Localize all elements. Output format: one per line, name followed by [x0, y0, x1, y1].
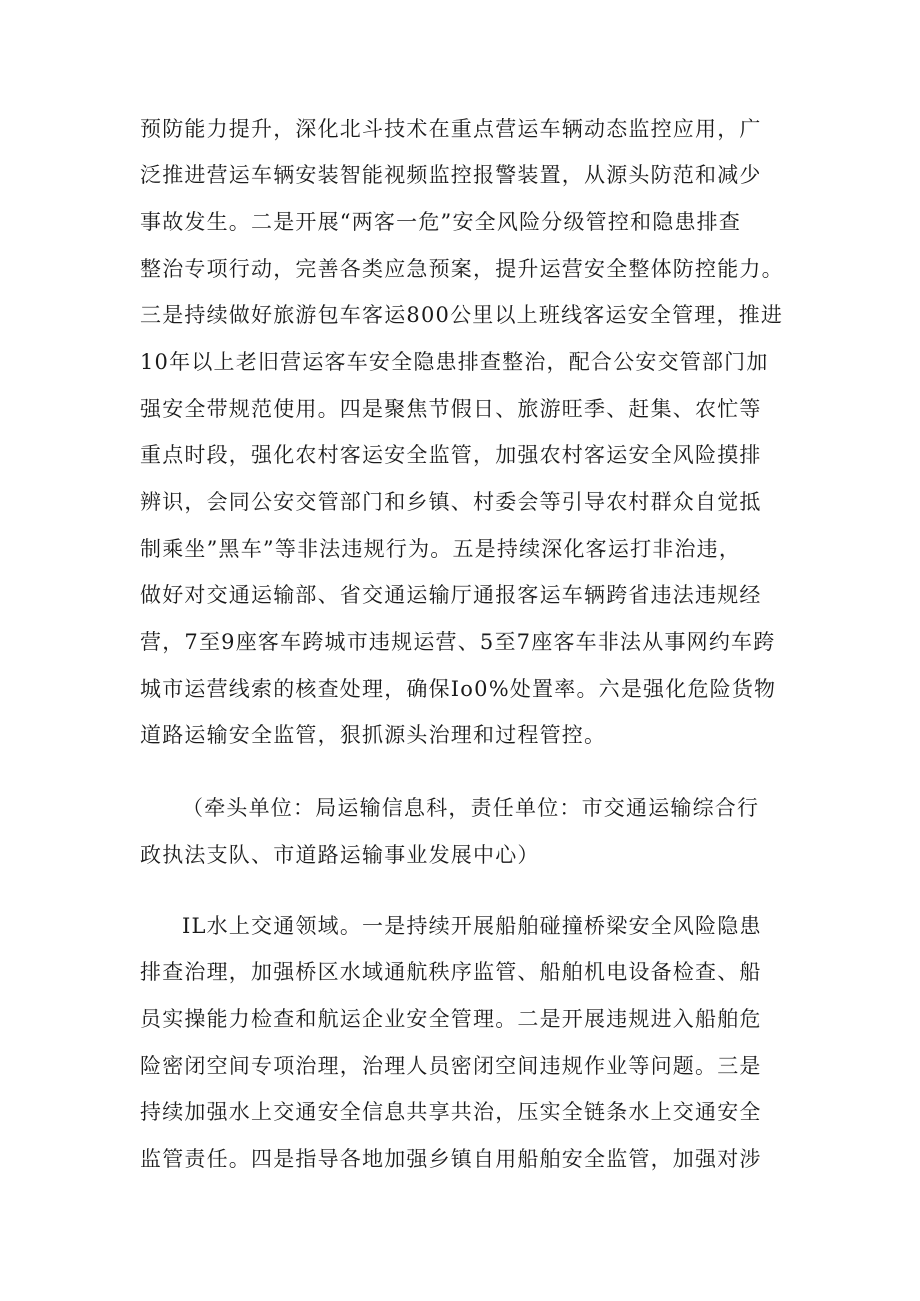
paragraph-line: 10年以上老旧营运客车安全隐患排查整治，配合公安交管部门加 — [140, 350, 769, 374]
paragraph-line: 预防能力提升，深化北斗技术在重点营运车辆动态监控应用，广 — [140, 117, 762, 141]
section-heading-line: IL水上交通领域。一是持续开展船舶碰撞桥梁安全风险隐患 — [182, 914, 762, 938]
paragraph-line: 做好对交通运输部、省交通运输厅通报客运车辆跨省违法违规经 — [140, 583, 762, 607]
paragraph-line: 制乘坐”黑车”等非法违规行为。五是持续深化客运打非治违， — [140, 537, 742, 561]
paragraph-line: 持续加强水上交通安全信息共享共治，压实全链条水上交通安全 — [140, 1100, 762, 1124]
paragraph-line: 重点时段，强化农村客运安全监管，加强农村客运安全风险摸排 — [140, 443, 762, 467]
paragraph-line: 辨识，会同公安交管部门和乡镇、村委会等引导农村群众自觉抵 — [140, 490, 762, 514]
paragraph-line: 三是持续做好旅游包车客运800公里以上班线客运安全管理，推进 — [140, 303, 784, 327]
paragraph-line: 城市运营线索的核查处理，确保Io0%处置率。六是强化危险货物 — [140, 677, 777, 701]
paragraph-line: 事故发生。二是开展“两客一危”安全风险分级管控和隐患排查 — [140, 210, 742, 234]
responsibility-note-line: （牵头单位：局运输信息科，责任单位：市交通运输综合行 — [182, 796, 760, 820]
paragraph-line: 道路运输安全监管，狠抓源头治理和过程管控。 — [140, 723, 607, 747]
paragraph-line: 排查治理，加强桥区水域通航秩序监管、船舶机电设备检查、船 — [140, 960, 762, 984]
paragraph-line: 监管责任。四是指导各地加强乡镇自用船舶安全监管，加强对涉 — [140, 1147, 762, 1171]
paragraph-line: 强安全带规范使用。四是聚焦节假日、旅游旺季、赶集、农忙等 — [140, 397, 762, 421]
paragraph-line: 员实操能力检查和航运企业安全管理。二是开展违规进入船舶危 — [140, 1007, 762, 1031]
paragraph-line: 险密闭空间专项治理，治理人员密闭空间违规作业等问题。三是 — [140, 1054, 762, 1078]
paragraph-line: 营，7至9座客车跨城市违规运营、5至7座客车非法从事网约车跨 — [140, 630, 776, 654]
paragraph-line: 泛推进营运车辆安装智能视频监控报警装置，从源头防范和减少 — [140, 163, 762, 187]
responsibility-note-line: 政执法支队、市道路运输事业发展中心） — [140, 843, 540, 867]
paragraph-line: 整治专项行动，完善各类应急预案，提升运营安全整体防控能力。 — [140, 257, 784, 281]
